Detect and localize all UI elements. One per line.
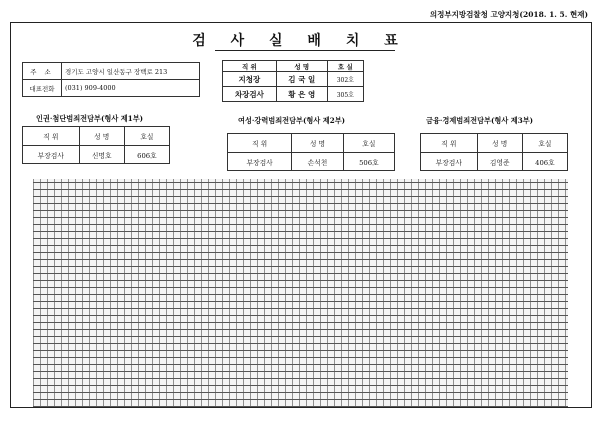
dept-name: 김영준 <box>477 153 522 171</box>
office-header-position: 직 위 <box>223 61 277 72</box>
info-table <box>22 62 200 97</box>
dept-position: 부장검사 <box>421 153 478 171</box>
dept-header-name: 성 명 <box>477 134 522 153</box>
header-note: 의정부지방검찰청 고양지청(2018. 1. 5. 현재) <box>429 10 588 19</box>
dept-row <box>421 153 568 171</box>
title-underline <box>215 50 395 51</box>
address-value: 경기도 고양시 일산동구 장백로 213 <box>62 63 200 80</box>
page-title: 검 사 실 배 치 표 <box>192 33 408 49</box>
dept-title-criminal-2: 여성·강력범죄전담부(형사 제2부) <box>238 116 346 125</box>
dept-table-criminal-2 <box>227 133 395 171</box>
dept-header-position: 직 위 <box>421 134 478 153</box>
phone-row <box>23 80 200 97</box>
dept-room: 606호 <box>124 146 169 164</box>
office-table <box>222 60 364 102</box>
dept-header-room: 호실 <box>522 134 567 153</box>
dept-header-name: 성 명 <box>79 127 124 146</box>
address-row <box>23 63 200 80</box>
address-label: 주 소 <box>23 63 62 80</box>
dept-name: 손석천 <box>292 153 344 171</box>
dept-row <box>23 146 170 164</box>
dept-header-position: 직 위 <box>23 127 80 146</box>
dept-table-criminal-3 <box>420 133 568 171</box>
office-position: 차장검사 <box>223 87 277 102</box>
office-name: 김 국 일 <box>276 72 327 87</box>
phone-value: (031) 909-4000 <box>62 80 200 97</box>
redacted-grid-area <box>33 179 568 407</box>
dept-table-criminal-1 <box>22 126 170 164</box>
dept-header-row <box>421 134 568 153</box>
office-header-row <box>223 61 364 72</box>
dept-room: 406호 <box>522 153 567 171</box>
office-name: 황 은 영 <box>276 87 327 102</box>
dept-position: 부장검사 <box>23 146 80 164</box>
phone-label: 대표전화 <box>23 80 62 97</box>
office-position: 지청장 <box>223 72 277 87</box>
dept-title-criminal-1: 인권·첨단범죄전담부(형사 제1부) <box>36 114 144 123</box>
dept-room: 506호 <box>343 153 394 171</box>
office-room: 305호 <box>327 87 363 102</box>
dept-header-name: 성 명 <box>292 134 344 153</box>
dept-title-criminal-3: 금융·경제범죄전담부(형사 제3부) <box>426 116 534 125</box>
dept-position: 부장검사 <box>228 153 292 171</box>
dept-header-room: 호실 <box>343 134 394 153</box>
office-row <box>223 87 364 102</box>
office-row <box>223 72 364 87</box>
dept-header-row <box>23 127 170 146</box>
dept-header-room: 호실 <box>124 127 169 146</box>
dept-header-position: 직 위 <box>228 134 292 153</box>
dept-row <box>228 153 395 171</box>
office-room: 302호 <box>327 72 363 87</box>
dept-name: 신명호 <box>79 146 124 164</box>
dept-header-row <box>228 134 395 153</box>
office-header-name: 성 명 <box>276 61 327 72</box>
office-header-room: 호 실 <box>327 61 363 72</box>
